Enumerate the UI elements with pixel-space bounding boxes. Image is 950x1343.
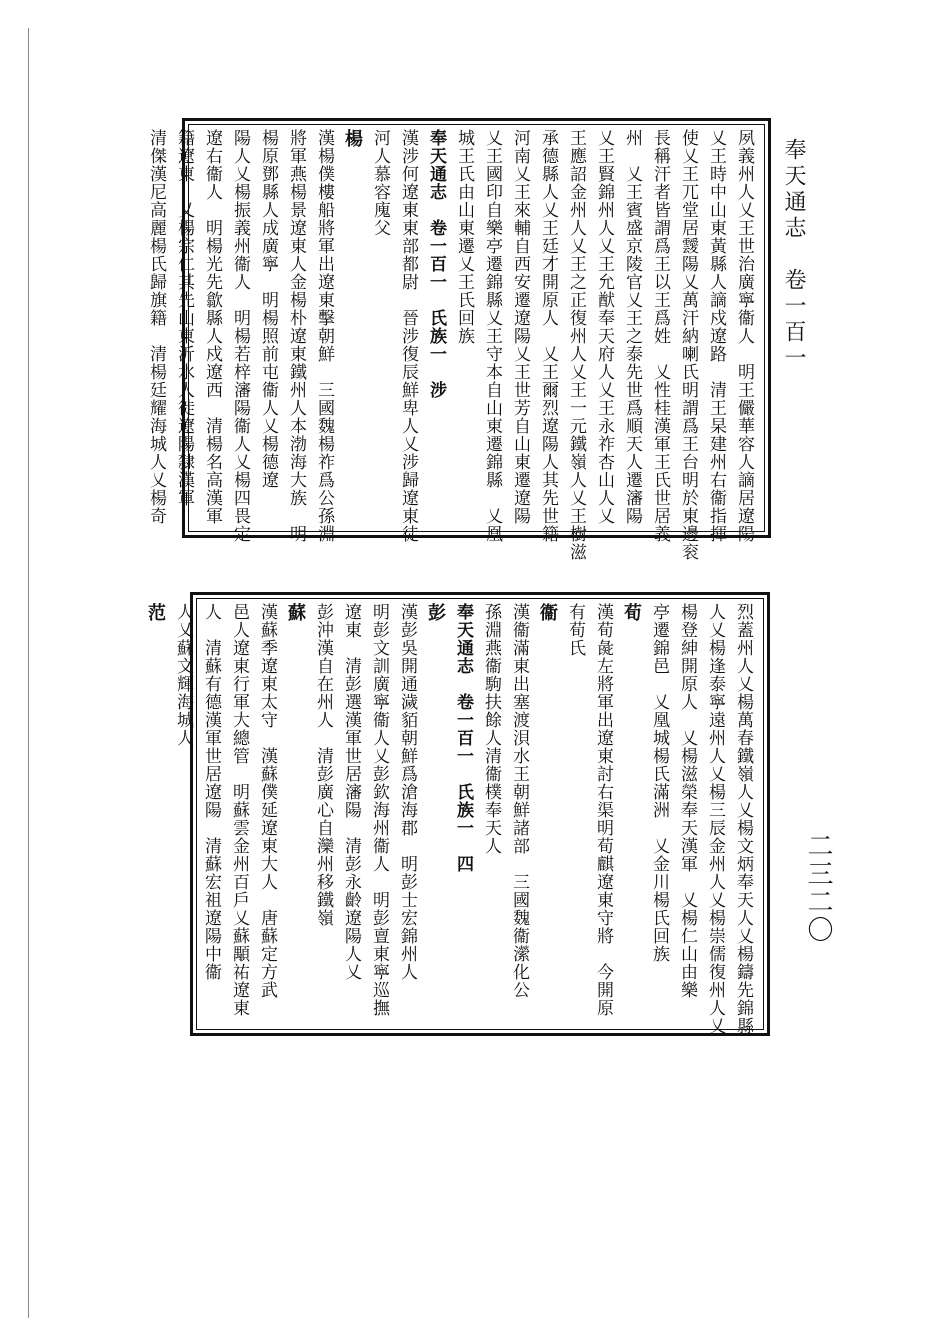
text-column: 使乂王兀堂居靉陽乂萬汗納喇氏明謂爲王台明於東邊衮 [678, 129, 698, 561]
text-column: 楊登紳開原人 乂楊滋榮奉天漢軍 乂楊仁山由樂 [677, 603, 697, 999]
text-column: 楊原鄧縣人成廣寧 明楊照前屯衞人乂楊德遼 [258, 129, 278, 489]
text-column: 清傑漢尼高麗楊氏歸旗籍 清楊廷耀海城人乂楊奇 [146, 129, 166, 525]
text-column: 漢楊僕樓船將軍出遼東擊朝鮮 三國魏楊祚爲公孫淵 [314, 129, 334, 543]
text-column: 州 乂王賓盛京陵官乂王之泰先世爲順天人遷瀋陽 [622, 129, 642, 525]
surname-heading-xun: 荀 [621, 603, 642, 622]
text-column: 王應詔金州人乂王之正復州人乂王一元鐵嶺人乂王樹滋 [566, 129, 586, 561]
text-column: 孫淵燕衞駒扶餘人清衞樸奉天人 [481, 603, 501, 855]
text-column: 將軍燕楊景遼東人金楊朴遼東鐵州人本渤海大族 明 [286, 129, 306, 543]
surname-heading-su: 蘇 [285, 603, 306, 622]
text-column: 漢衞滿東出塞渡浿水王朝鮮諸部 三國魏衞瀠化公 [509, 603, 529, 999]
text-column: 遼東 清彭選漢軍世居瀋陽 清彭永齡遼陽人乂 [341, 603, 361, 981]
text-column: 亭遷錦邑 乂凰城楊氏滿洲 乂金川楊氏回族 [649, 603, 669, 963]
text-column: 河南乂王來輔自西安遷遼陽乂王世芳自山東遷遼陽 [510, 129, 530, 525]
text-column: 夙義州人乂王世治廣寧衞人 明王儼華容人謫居遼陽 [734, 129, 754, 543]
text-column: 彭沖漢自在州人 清彭廣心自灤州移鐵嶺 [313, 603, 333, 927]
text-column: 有荀氏 [565, 603, 585, 657]
gutter-line [28, 28, 29, 1318]
text-column: 烈蓋州人乂楊萬春鐵嶺人乂楊文炳奉天人乂楊鑄先錦縣 [733, 603, 753, 1035]
section-title-column: 奉天通志 卷一百一 氏族一 涉 [426, 129, 446, 399]
text-column: 人乂蘇文輝海城人 [173, 603, 193, 747]
text-column: 遼右衞人 明楊光先歙縣人戍遼西 清楊名高漢軍 [202, 129, 222, 525]
section-title-column: 奉天通志 卷一百一 氏族一 四 [453, 603, 473, 873]
text-column: 城王氏由山東遷乂王氏回族 [454, 129, 474, 345]
text-column: 陽人乂楊振義州衞人 明楊若梓瀋陽衞人乂楊四畏定 [230, 129, 250, 543]
text-column: 漢涉何遼東東部都尉 晉涉復辰鮮卑人乂涉歸遼東徒 [398, 129, 418, 543]
bottom-text-panel [145, 592, 770, 1036]
text-column: 乂王時中山東黃縣人謫戍遼路 清王杲建州右衞指揮 [706, 129, 726, 543]
top-text-columns [146, 129, 758, 561]
surname-heading-peng: 彭 [425, 603, 446, 622]
text-column: 漢蘇季遼東太守 漢蘇僕延遼東大人 唐蘇定方武 [257, 603, 277, 999]
text-column: 長稱汗者皆謂爲王以王爲姓 乂性桂漢軍王氏世居義 [650, 129, 670, 543]
text-column: 乂王賢錦州人乂王允猷奉天府人乂王永祚杏山人乂 [594, 129, 614, 525]
surname-heading-yang: 楊 [342, 129, 363, 148]
text-column: 河人慕容廆父 [370, 129, 390, 237]
text-column: 人 清蘇有德漢軍世居遼陽 清蘇宏祖遼陽中衞 [201, 603, 221, 981]
text-column: 明彭文訓廣寧衞人乂彭欽海州衞人 明彭亶東寧巡撫 [369, 603, 389, 1017]
bottom-text-columns [145, 603, 757, 1035]
text-column: 漢彭吳開通濊貊朝鮮爲滄海郡 明彭士宏錦州人 [397, 603, 417, 981]
page-header: 奉天通志 卷一百一 [781, 138, 806, 372]
text-column: 籍遼東 乂楊宗仁其先山東沂水人徙遼陽隸漢軍 [174, 129, 194, 507]
text-column: 邑人遼東行軍大總管 明蘇雲金州百戶乂蘇顒祐遼東 [229, 603, 249, 1017]
surname-heading-fan: 范 [145, 603, 166, 622]
top-text-panel [146, 118, 771, 561]
surname-heading-wei: 衞 [537, 603, 558, 622]
text-column: 人乂楊逢泰寧遠州人乂楊三辰金州人乂楊崇儒復州人乂 [705, 603, 725, 1035]
page-number: 二三二〇 [803, 832, 833, 944]
text-column: 乂王國印自樂亭遷錦縣乂王守本自山東遷錦縣 乂凰 [482, 129, 502, 543]
text-column: 承德縣人乂王廷才開原人 乂王爾烈遼陽人其先世籍 [538, 129, 558, 543]
text-column: 漢荀彘左將軍出遼東討右渠明荀麒遼東守將 今開原 [593, 603, 613, 1017]
